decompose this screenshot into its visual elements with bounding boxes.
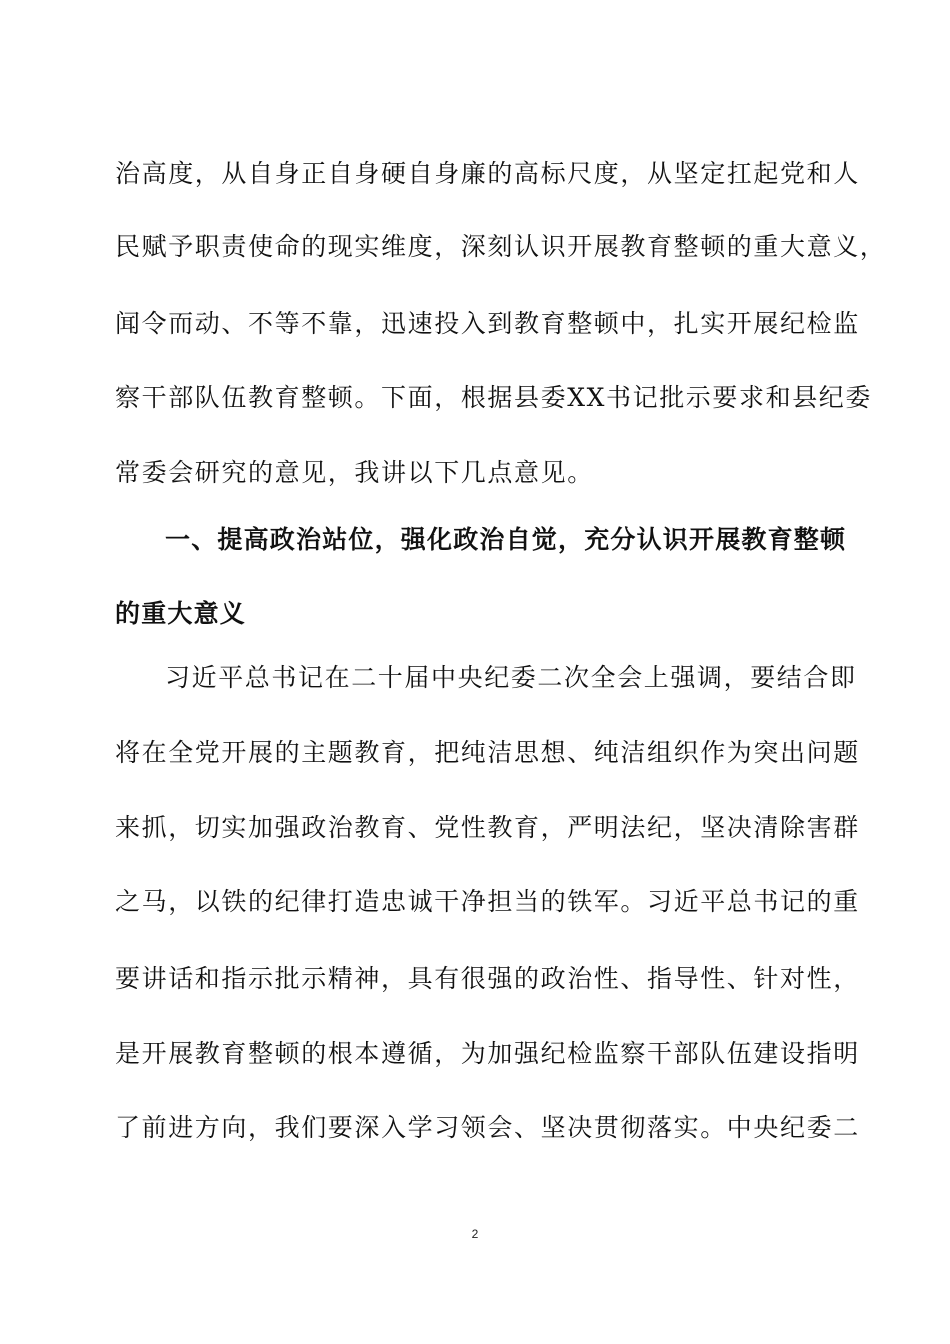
text-line: 将在全党开展的主题教育，把纯洁思想、纯洁组织作为突出问题: [115, 738, 860, 767]
text-line: 治高度，从自身正自身硬自身廉的高标尺度，从坚定扛起党和人: [115, 159, 860, 188]
page-number: 2: [471, 1227, 479, 1241]
text-line: 了前进方向，我们要深入学习领会、坚决贯彻落实。中央纪委二: [115, 1113, 860, 1142]
text-line: 闻令而动、不等不靠，迅速投入到教育整顿中，扎实开展纪检监: [115, 309, 860, 338]
heading-line: 一、提高政治站位，强化政治自觉，充分认识开展教育整顿: [165, 525, 847, 554]
text-line: 察干部队伍教育整顿。下面，根据县委XX书记批示要求和县纪委: [115, 383, 872, 412]
text-line: 是开展教育整顿的根本遵循，为加强纪检监察干部队伍建设指明: [115, 1039, 860, 1068]
heading-line: 的重大意义: [115, 599, 247, 628]
text-line: 之马，以铁的纪律打造忠诚干净担当的铁军。习近平总书记的重: [115, 887, 860, 916]
text-line: 习近平总书记在二十届中央纪委二次全会上强调，要结合即: [165, 663, 857, 692]
text-line: 民赋予职责使命的现实维度，深刻认识开展教育整顿的重大意义，: [115, 232, 887, 261]
text-line: 常委会研究的意见，我讲以下几点意见。: [115, 458, 594, 487]
text-line: 来抓，切实加强政治教育、党性教育，严明法纪，坚决清除害群: [115, 813, 860, 842]
text-line: 要讲话和指示批示精神，具有很强的政治性、指导性、针对性，: [115, 964, 860, 993]
